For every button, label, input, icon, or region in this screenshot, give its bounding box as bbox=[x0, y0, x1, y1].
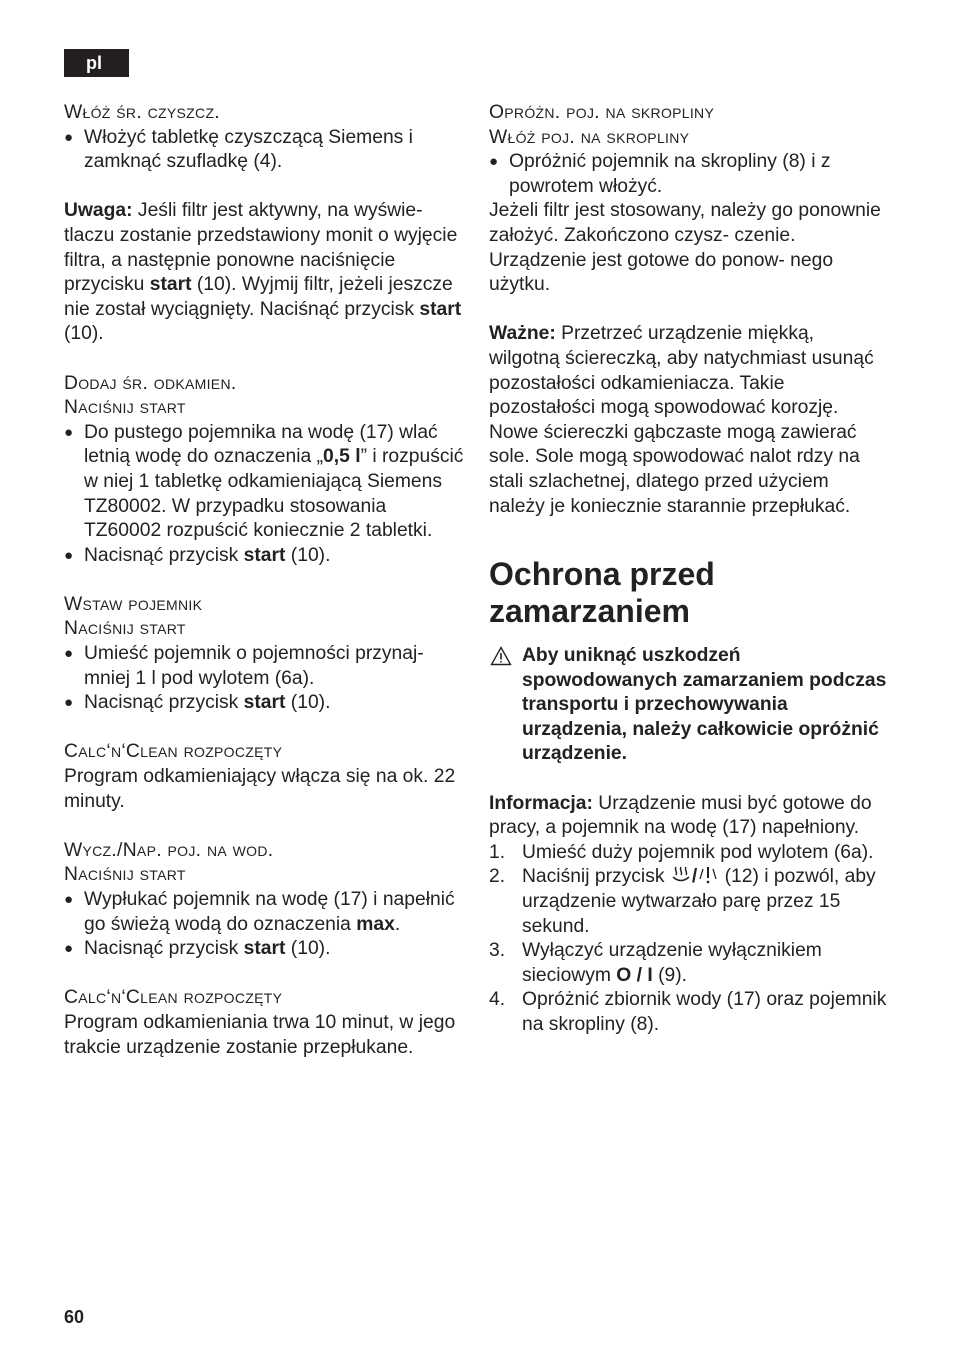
list-item: ● Włożyć tabletkę czyszczącą Siemens i zamknąć szufladkę (4). bbox=[64, 126, 464, 175]
list-item: ● Umieść pojemnik o pojemności przynaj- mniej 1 l pod wylotem (6a). bbox=[64, 642, 464, 691]
list-item: ● Wypłukać pojemnik na wodę (17) i napełnić go świeżą wodą do oznaczenia max. bbox=[64, 888, 464, 937]
warning-text: Aby uniknąć uszkodzeń spowodowanych zamarzaniem podczas transportu i przechowywania urządzenia, należy całkowicie opróżnić urządzenie. bbox=[522, 645, 887, 765]
important-label: Ważne: bbox=[489, 323, 556, 345]
display-message: Naciśnij start bbox=[64, 864, 186, 886]
list-item: ● Do pustego pojemnika na wodę (17) wlać letnią wodę do oznaczenia „0,5 l” i rozpuścić w niej 1 tabletkę odkamieniającą Siemens TZ80002. W przypadku stosowania TZ60002 rozpuścić koniecznie 2 tabletki. bbox=[64, 421, 464, 544]
list-item: ● Nacisnąć przycisk start (10). bbox=[64, 544, 464, 569]
steam-icon bbox=[670, 866, 692, 885]
paragraph: Program odkamieniania trwa 10 minut, w jego trakcie urządzenie zostanie przepłukane. bbox=[64, 1011, 456, 1058]
display-message: Włóż poj. na skropliny bbox=[489, 126, 690, 148]
info-paragraph: Informacja: Urządzenie musi być gotowe do pracy, a pojemnik na wodę (17) napełniony. bbox=[489, 792, 872, 839]
list-item: 3. Wyłączyć urządzenie wyłącznikiem sieciowym O / I (9). bbox=[489, 940, 822, 986]
language-tab: pl bbox=[64, 49, 129, 77]
section-heading: Ochrona przed zamarzaniem bbox=[489, 556, 715, 630]
list-item: ● Opróżnić pojemnik na skropliny (8) i z powrotem włożyć. bbox=[489, 150, 889, 199]
warning-triangle-icon bbox=[490, 646, 512, 666]
display-message: Wstaw pojemnik bbox=[64, 593, 203, 615]
display-message: Calc‘n‘Clean rozpoczęty bbox=[64, 741, 283, 763]
display-message: Opróżn. poj. na skropliny bbox=[489, 102, 715, 123]
note-paragraph: Uwaga: Jeśli filtr jest aktywny, na wyświe- tlaczu zostanie przedstawiony monit o wyjęcie filtra, a następnie ponowne naciśnięcie przycisku start (10). Wyjmij filtr, jeżeli jeszcze nie został wyciągnięty. Naciśnąć przycisk start (10). bbox=[64, 200, 462, 345]
important-paragraph: Ważne: Przetrzeć urządzenie miękką, wilgotną ściereczką, aby natychmiast usunąć pozostałości odkamieniacza. Takie pozostałości mogą spowodować korozję. Nowe ściereczki gąbczaste mogą zawierać sole. Sole mogą spowodować nalot rdzy na stali szlachetnej, dlatego przed użyciem należy je koniecznie starannie przepłukać. bbox=[489, 323, 874, 517]
right-column bbox=[489, 101, 889, 1038]
note-label: Uwaga: bbox=[64, 200, 133, 222]
hot-water-icon bbox=[697, 866, 719, 885]
info-label: Informacja: bbox=[489, 792, 593, 814]
display-message: Naciśnij start bbox=[64, 618, 186, 640]
left-column bbox=[64, 101, 464, 1060]
display-message: Naciśnij start bbox=[64, 397, 186, 419]
list-item: ● Nacisnąć przycisk start (10). bbox=[64, 937, 464, 962]
display-message: Wycz./Nap. poj. na wod. bbox=[64, 839, 274, 861]
list-item: 1. Umieść duży pojemnik pod wylotem (6a). bbox=[489, 841, 874, 863]
display-message: Calc‘n‘Clean rozpoczęty bbox=[64, 987, 283, 1009]
warning-note bbox=[489, 644, 889, 767]
paragraph: Program odkamieniający włącza się na ok. 22 minuty. bbox=[64, 766, 456, 812]
paragraph: Jeżeli filtr jest stosowany, należy go ponownie założyć. Zakończono czysz- czenie. Urządzenie jest gotowe do ponow- nego użytku. bbox=[489, 200, 881, 296]
list-item: 4. Opróżnić zbiornik wody (17) oraz pojemnik na skropliny (8). bbox=[489, 989, 887, 1035]
display-message: Włóż śr. czyszcz. bbox=[64, 102, 220, 123]
list-item: ● Nacisnąć przycisk start (10). bbox=[64, 691, 464, 716]
list-item: 2. Naciśnij przycisk / (12) i pozwól, aby urządzenie wytwarzało parę przez 15 sekund. bbox=[489, 866, 876, 937]
display-message: Dodaj śr. odkamien. bbox=[64, 372, 237, 394]
page-number: 60 bbox=[64, 1307, 85, 1327]
